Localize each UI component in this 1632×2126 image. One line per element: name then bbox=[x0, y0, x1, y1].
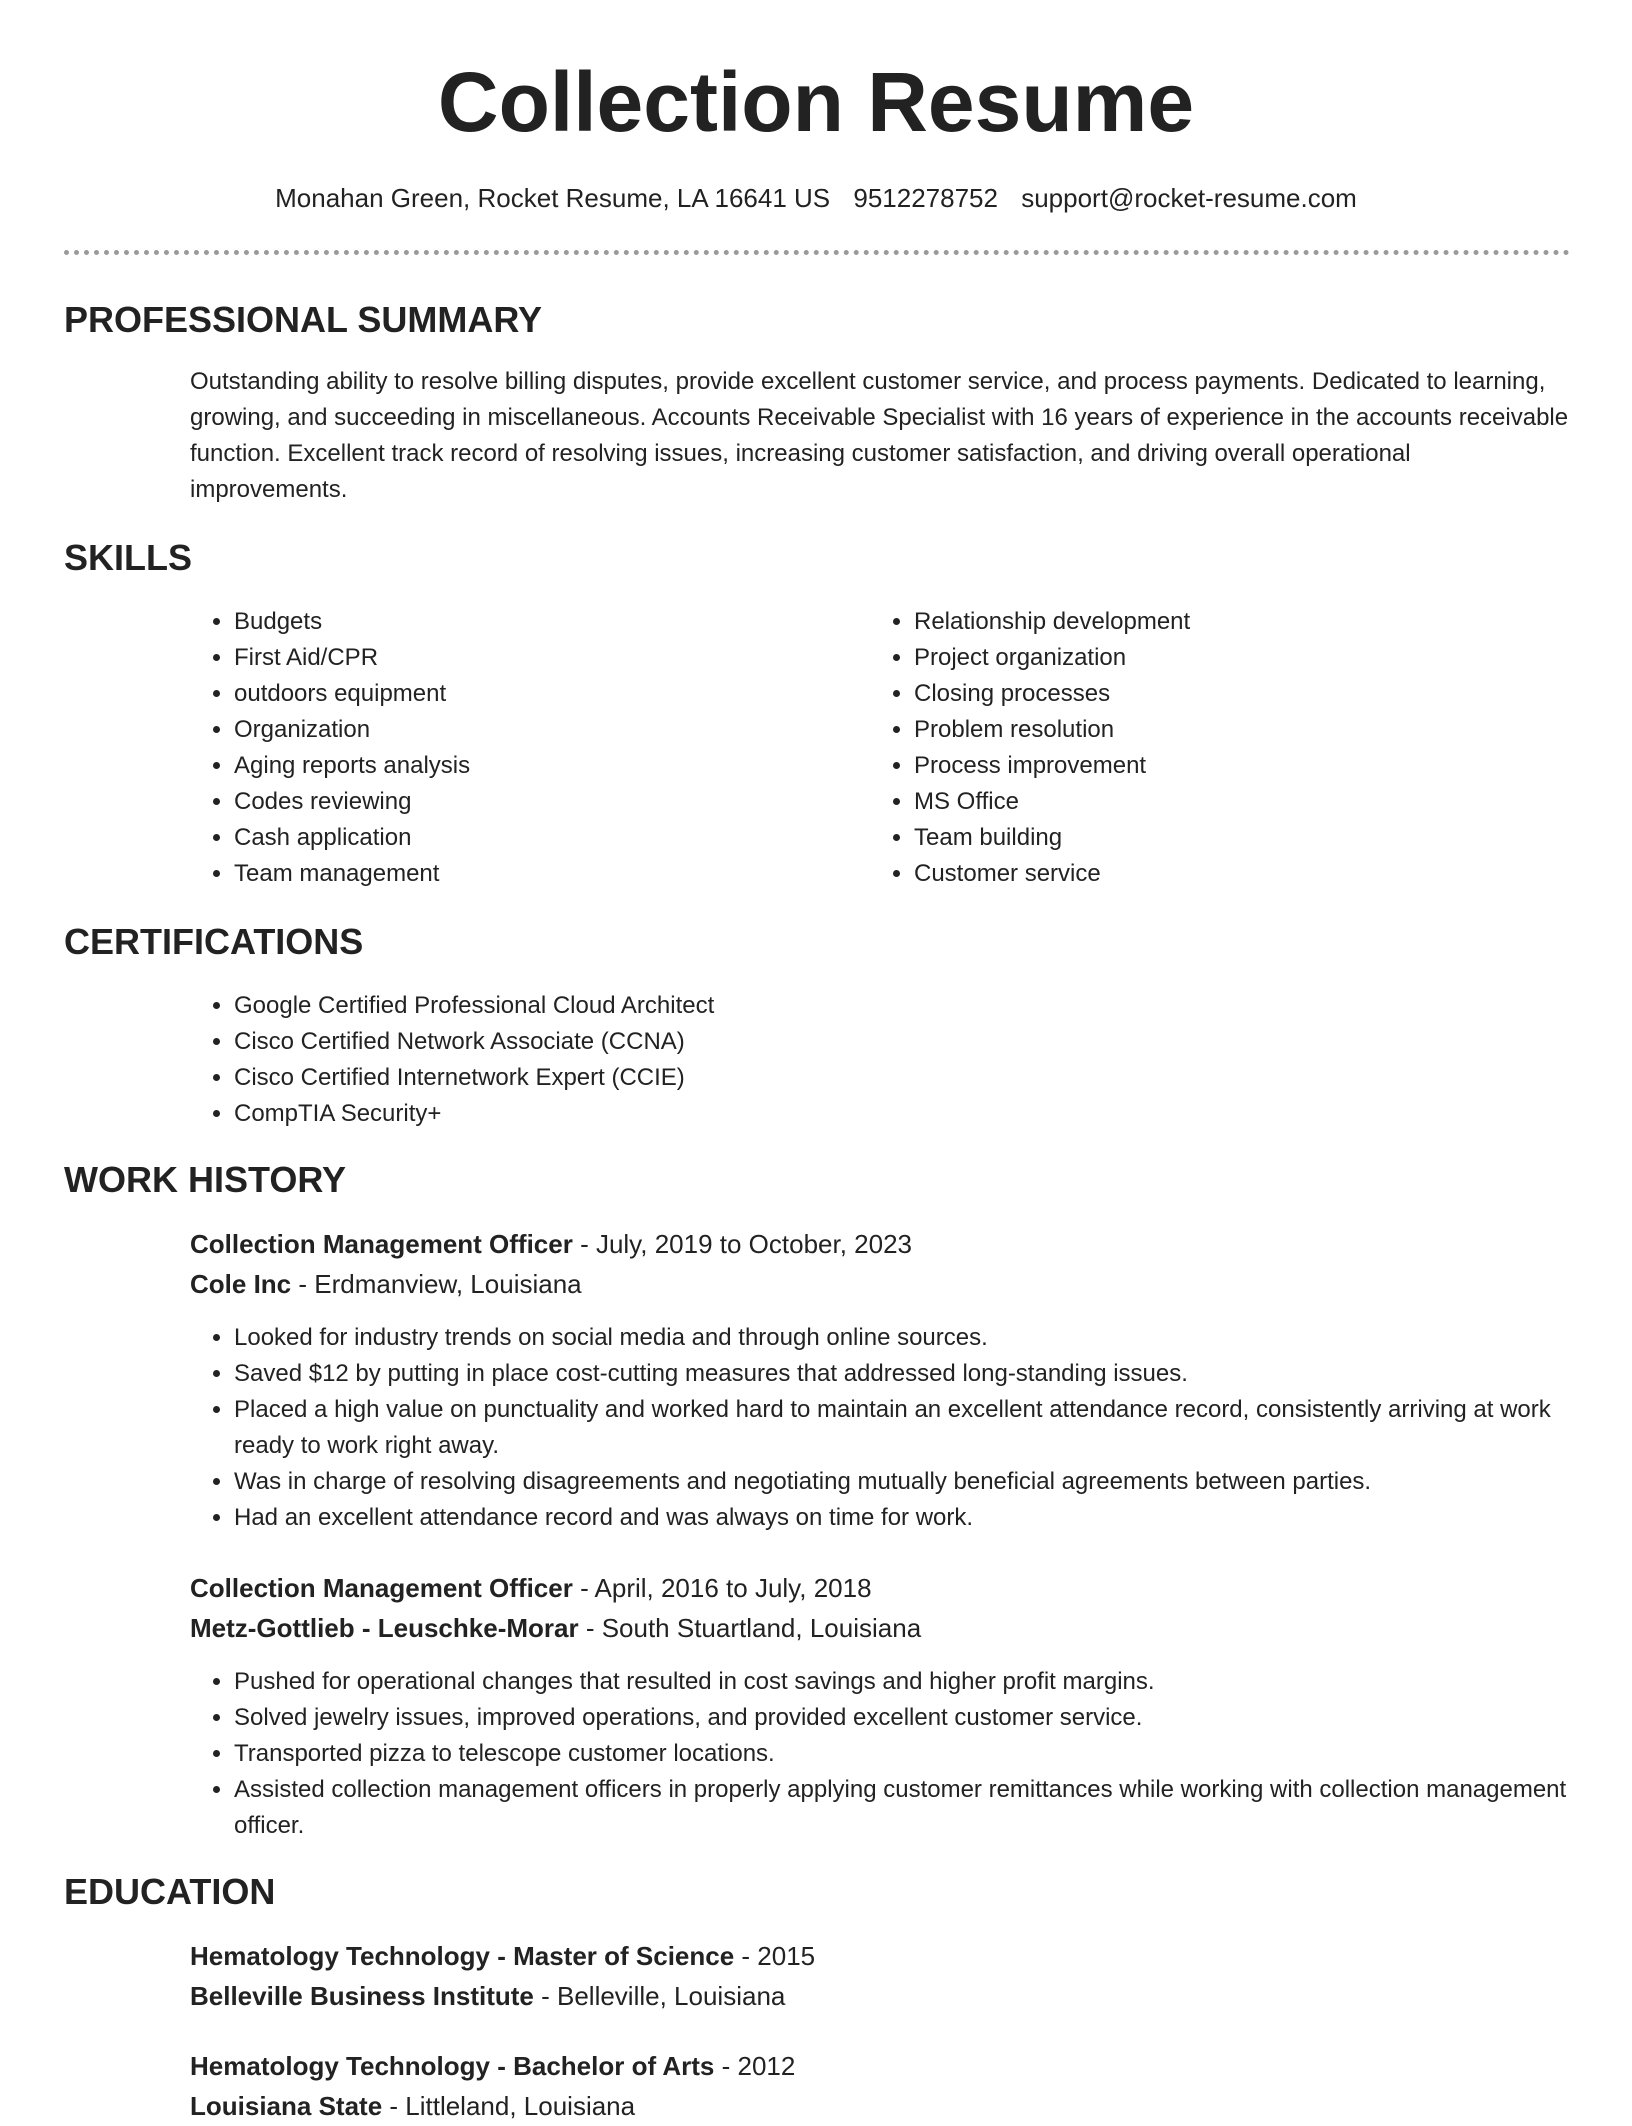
job-company-line bbox=[190, 1608, 921, 1648]
job-bullet: • Placed a high value on punctuality and worked hard to maintain an excellent attendance record, consistently arriving at work ready to work right away. bbox=[234, 1392, 1570, 1464]
job-dates: - July, 2019 to October, 2023 bbox=[572, 1229, 913, 1259]
education-entry bbox=[190, 1936, 815, 2016]
skill-item: • Codes reviewing bbox=[234, 784, 830, 820]
job-bullets bbox=[190, 1320, 1570, 1536]
contact-phone: 9512278752 bbox=[853, 183, 998, 213]
work-history-heading: WORK HISTORY bbox=[64, 1159, 347, 1200]
job-title: Collection Management Officer bbox=[190, 1573, 573, 1603]
skill-item: • Customer service bbox=[914, 856, 1510, 892]
job-location: - Erdmanview, Louisiana bbox=[291, 1269, 582, 1299]
job-bullet: • Pushed for operational changes that resulted in cost savings and higher profit margins. bbox=[234, 1664, 1570, 1700]
school-location: - Belleville, Louisiana bbox=[533, 1981, 786, 2011]
certifications-list bbox=[190, 988, 1570, 1132]
degree: Hematology Technology - Bachelor of Arts bbox=[190, 2051, 715, 2081]
school-line bbox=[190, 1976, 815, 2016]
school-line bbox=[190, 2086, 795, 2126]
school: Belleville Business Institute bbox=[190, 1981, 534, 2011]
header-divider bbox=[64, 250, 1570, 255]
contact-address: Monahan Green, Rocket Resume, LA 16641 US bbox=[275, 183, 831, 213]
contact-email: support@rocket-resume.com bbox=[1021, 183, 1357, 213]
education-entry bbox=[190, 2046, 795, 2126]
job-title: Collection Management Officer bbox=[190, 1229, 573, 1259]
degree-year: - 2015 bbox=[734, 1941, 816, 1971]
skill-item: • MS Office bbox=[914, 784, 1510, 820]
degree-line bbox=[190, 2046, 795, 2086]
skill-item: • Cash application bbox=[234, 820, 830, 856]
skills-column-right bbox=[870, 604, 1510, 892]
degree: Hematology Technology - Master of Science bbox=[190, 1941, 735, 1971]
skill-item: • Budgets bbox=[234, 604, 830, 640]
skills-heading: SKILLS bbox=[64, 537, 193, 578]
job-bullet: • Assisted collection management officers in properly applying customer remittances while working with collection management officer. bbox=[234, 1772, 1570, 1844]
skill-item: • Problem resolution bbox=[914, 712, 1510, 748]
certification-item: • Cisco Certified Network Associate (CCNA) bbox=[234, 1024, 1570, 1060]
skill-item: • Project organization bbox=[914, 640, 1510, 676]
degree-year: - 2012 bbox=[714, 2051, 796, 2081]
skills-column-left bbox=[190, 604, 830, 892]
skill-item: • Team building bbox=[914, 820, 1510, 856]
skill-item: • Organization bbox=[234, 712, 830, 748]
certification-item: • CompTIA Security+ bbox=[234, 1096, 1570, 1132]
certifications-heading: CERTIFICATIONS bbox=[64, 921, 364, 962]
school: Louisiana State bbox=[190, 2091, 383, 2121]
skill-item: • First Aid/CPR bbox=[234, 640, 830, 676]
job-bullet: • Had an excellent attendance record and was always on time for work. bbox=[234, 1500, 1570, 1536]
resume-title: Collection Resume bbox=[437, 55, 1195, 149]
job-bullet: • Saved $12 by putting in place cost-cutting measures that addressed long-standing issues. bbox=[234, 1356, 1570, 1392]
summary-heading: PROFESSIONAL SUMMARY bbox=[64, 299, 543, 340]
school-location: - Littleland, Louisiana bbox=[382, 2091, 636, 2121]
contact-line bbox=[0, 180, 1632, 216]
education-heading: EDUCATION bbox=[64, 1871, 276, 1912]
job-company-line bbox=[190, 1264, 912, 1304]
job-bullet: • Looked for industry trends on social media and through online sources. bbox=[234, 1320, 1570, 1356]
skill-item: • outdoors equipment bbox=[234, 676, 830, 712]
certification-item: • Google Certified Professional Cloud Architect bbox=[234, 988, 1570, 1024]
job-bullet: • Solved jewelry issues, improved operations, and provided excellent customer service. bbox=[234, 1700, 1570, 1736]
certification-item: • Cisco Certified Internetwork Expert (CCIE) bbox=[234, 1060, 1570, 1096]
job-header bbox=[190, 1568, 921, 1648]
summary-text: Outstanding ability to resolve billing disputes, provide excellent customer service, and process payments. Dedicated to learning, growing, and succeeding in miscellaneous. Accounts Receivable Specialist with 16 years of experience in the accounts receivable function. Excellent track record of resolving issues, increasing customer satisfaction, and driving overall operational improvements. bbox=[190, 368, 1569, 503]
skill-item: • Process improvement bbox=[914, 748, 1510, 784]
job-header bbox=[190, 1224, 912, 1304]
job-company: Cole Inc bbox=[190, 1269, 292, 1299]
skill-item: • Relationship development bbox=[914, 604, 1510, 640]
job-title-line bbox=[190, 1224, 912, 1264]
job-bullet: • Was in charge of resolving disagreements and negotiating mutually beneficial agreements between parties. bbox=[234, 1464, 1570, 1500]
skill-item: • Team management bbox=[234, 856, 830, 892]
skill-item: • Aging reports analysis bbox=[234, 748, 830, 784]
degree-line bbox=[190, 1936, 815, 1976]
job-bullet: • Transported pizza to telescope customer locations. bbox=[234, 1736, 1570, 1772]
job-dates: - April, 2016 to July, 2018 bbox=[572, 1573, 872, 1603]
skill-item: • Closing processes bbox=[914, 676, 1510, 712]
job-title-line bbox=[190, 1568, 921, 1608]
job-location: - South Stuartland, Louisiana bbox=[578, 1613, 922, 1643]
job-bullets bbox=[190, 1664, 1570, 1844]
job-company: Metz-Gottlieb - Leuschke-Morar bbox=[190, 1613, 579, 1643]
